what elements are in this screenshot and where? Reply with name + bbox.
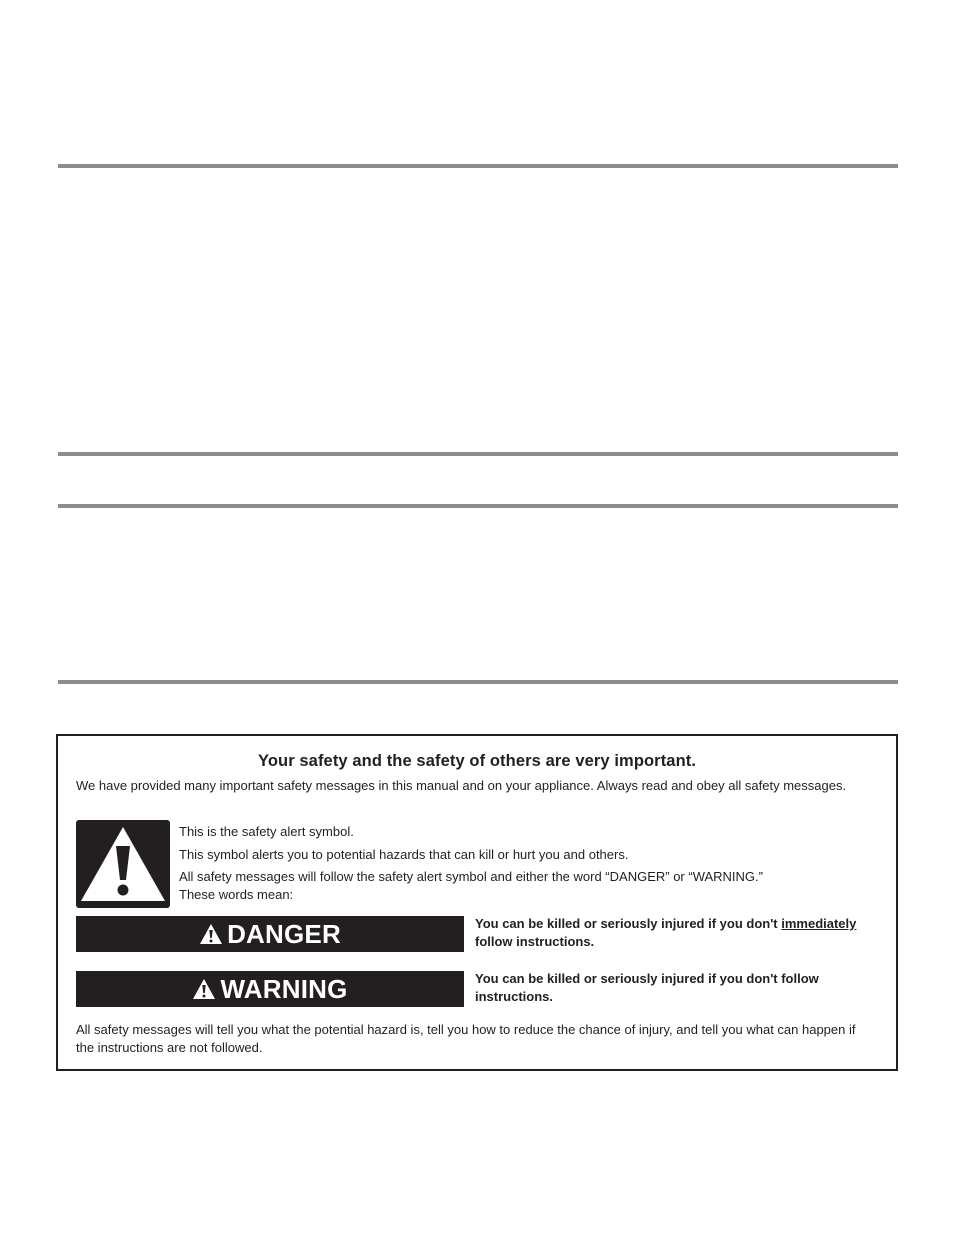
warning-label: WARNING <box>220 973 348 1004</box>
danger-description <box>475 915 895 951</box>
danger-alert-icon <box>199 923 223 945</box>
danger-text-start: You can be killed or seriously injured if you don't <box>475 916 782 931</box>
symbol-description-1: This is the safety alert symbol. <box>179 824 354 839</box>
section-divider-2 <box>58 452 898 456</box>
symbol-description-4: These words mean: <box>179 887 294 902</box>
safety-title: Your safety and the safety of others are very important. <box>257 752 697 770</box>
section-divider-4 <box>58 680 898 684</box>
symbol-description-3: All safety messages will follow the safety alert symbol and either the word “DANGER” or “WARNING.” <box>179 869 763 884</box>
symbol-description-2: This symbol alerts you to potential hazards that can kill or hurt you and others. <box>179 847 629 862</box>
warning-alert-icon <box>192 978 216 1000</box>
warning-description: You can be killed or seriously injured if you don't follow instructions. <box>475 971 819 1004</box>
warning-signal-bar <box>76 971 464 1007</box>
danger-text-emphasis: immediately <box>781 916 857 931</box>
safety-alert-triangle-icon <box>76 820 170 908</box>
safety-intro-text: We have provided many important safety messages in this manual and on your appliance. Always read and obey all safety messages. <box>76 778 847 793</box>
danger-label: DANGER <box>227 918 341 949</box>
danger-signal-bar <box>76 916 464 952</box>
section-divider-1 <box>58 164 898 168</box>
safety-notice-box <box>56 734 898 1071</box>
safety-footer-text: All safety messages will tell you what the potential hazard is, tell you how to reduce the chance of injury, and tell you what can happen if the instructions are not followed. <box>76 1022 856 1055</box>
section-divider-3 <box>58 504 898 508</box>
danger-text-end: follow instructions. <box>475 934 595 949</box>
